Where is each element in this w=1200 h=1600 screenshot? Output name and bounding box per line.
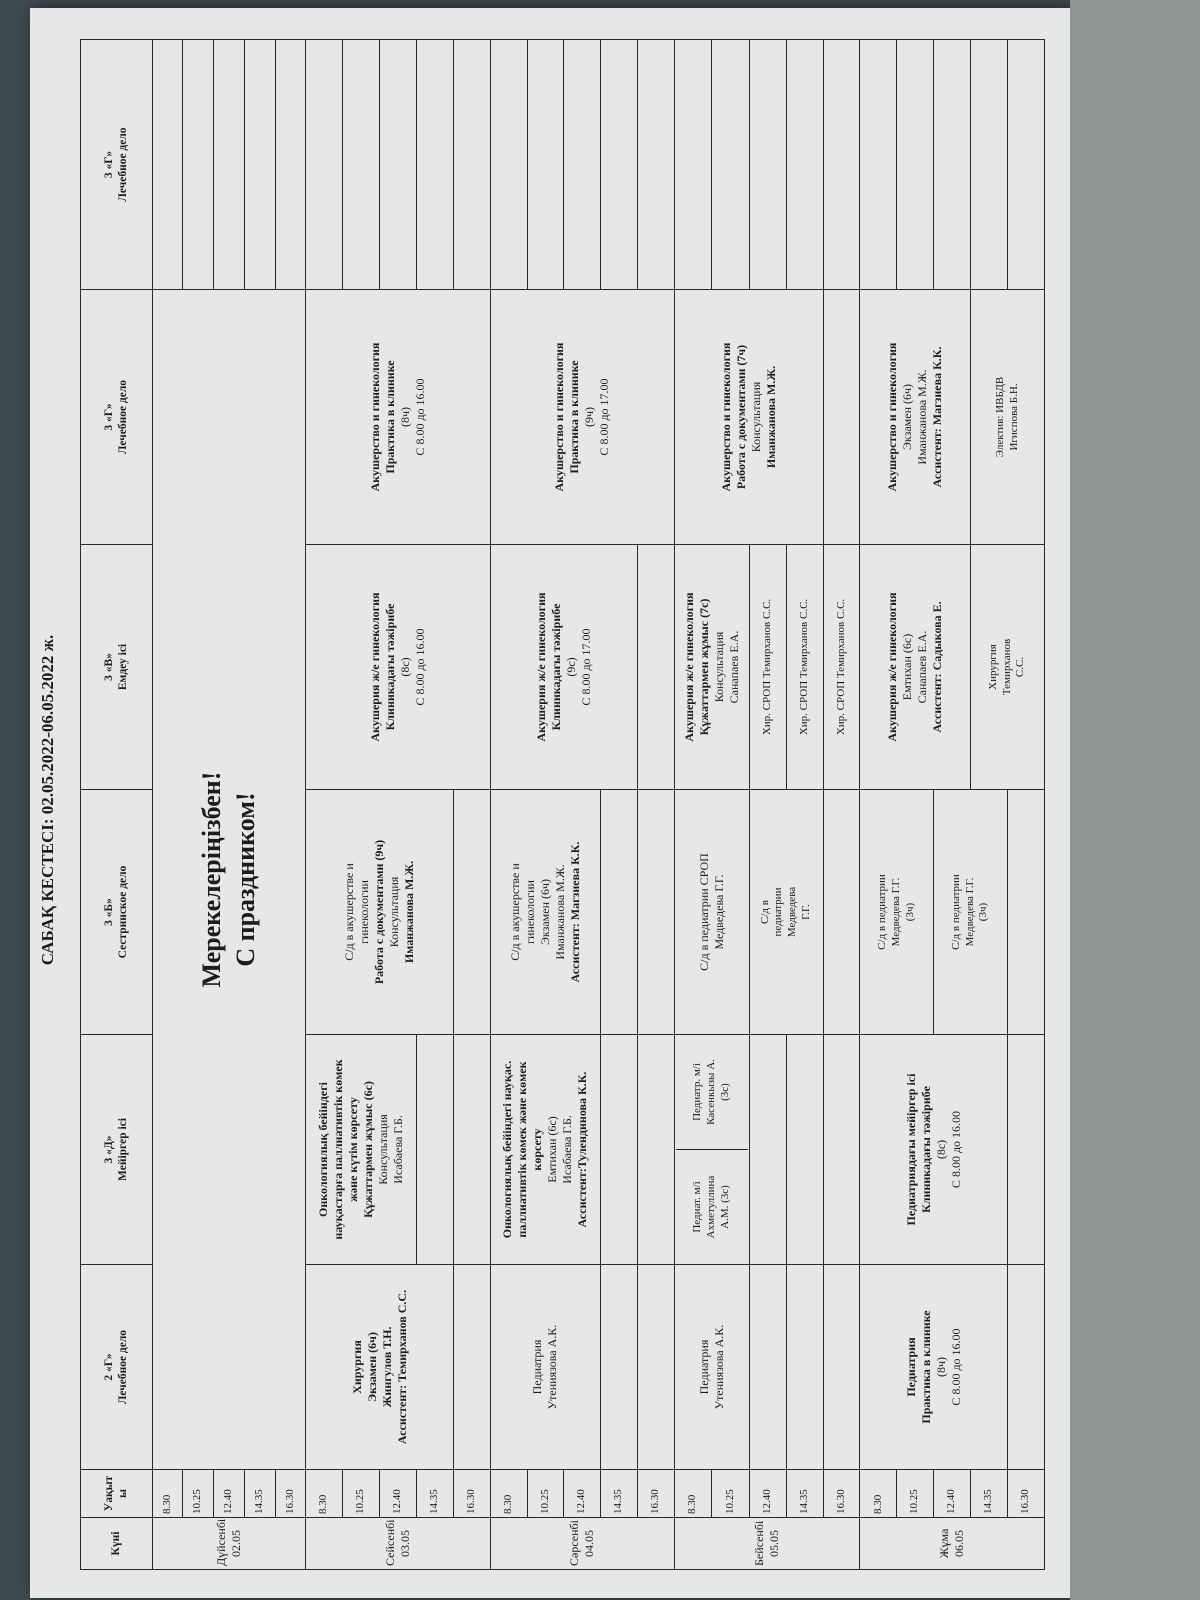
lesson-cell: Хир. СРОП Темирханов С.С. — [786, 545, 823, 790]
lesson-cell: Педиатрия Утениязова А.К. — [490, 1265, 601, 1470]
empty-cell — [971, 40, 1008, 290]
time-cell: 14.35 — [244, 1470, 275, 1518]
header-group: 2 «Г» Лечебное дело — [81, 1265, 153, 1470]
empty-cell — [453, 1265, 490, 1470]
lesson-cell: Акушерство и гинекология Практика в клинике (8ч) С 8.00 до 16.00 — [306, 290, 490, 545]
empty-cell — [786, 40, 823, 290]
time-cell: 10.25 — [712, 1470, 749, 1518]
lesson-cell: Акушерия ж/е гинекология Емтихан (6с) Санапаев Е.А. Ассистент: Садыкова Е. — [860, 545, 971, 790]
day-monday: Дүйсенбі 02.05 — [152, 1518, 306, 1570]
empty-cell — [152, 40, 183, 290]
empty-cell — [490, 40, 527, 290]
lesson-cell: Акушерия ж/е гинекология Құжаттармен жұмыс (7с) Консультация Санапаев Е.А. — [675, 545, 750, 790]
table-row — [823, 40, 860, 1570]
empty-cell — [860, 40, 897, 290]
lesson-cell: Педиатрия Утениязова А.К. — [675, 1265, 750, 1470]
time-cell: 8.30 — [490, 1470, 527, 1518]
empty-cell — [214, 40, 245, 290]
empty-cell — [823, 1265, 860, 1470]
lesson-cell: Акушерия ж/е гинекология Клиникадағы тәжірибе (9с) С 8.00 до 17.00 — [490, 545, 638, 790]
empty-cell — [601, 1035, 638, 1265]
empty-cell — [712, 40, 749, 290]
header-group: 3 «Д» Мейіргер ісі — [81, 1035, 153, 1265]
header-group: 3 «Г» Лечебное дело — [81, 290, 153, 545]
table-row — [1007, 40, 1044, 1570]
empty-cell — [786, 1035, 823, 1265]
time-cell: 8.30 — [675, 1470, 712, 1518]
time-cell: 8.30 — [860, 1470, 897, 1518]
empty-cell — [343, 40, 380, 290]
lesson-cell: Акушерство и гинекология Работа с документами (7ч) Консультация Иманжанова М.Ж. — [675, 290, 824, 545]
lesson-subcell: Педиатр. м/і Касенкызы А. (3с) — [691, 1059, 731, 1125]
empty-cell — [1007, 1265, 1044, 1470]
lesson-cell: Хирургия Экзамен (6ч) Жингулов Т.Н. Ассистент: Темирханов С.С. — [306, 1265, 454, 1470]
holiday-message — [152, 290, 306, 1470]
empty-cell — [601, 790, 638, 1035]
time-cell: 16.30 — [1007, 1470, 1044, 1518]
empty-cell — [416, 40, 453, 290]
table-row — [453, 40, 490, 1570]
table-row — [601, 40, 638, 1570]
schedule-table-wrapper — [80, 40, 1045, 1570]
holiday-line-kz: Мерекелеріңізбен! — [197, 771, 227, 988]
lesson-cell: С/д в педиатрии Медведева Г.Г. (3ч) — [934, 790, 1008, 1035]
empty-cell — [675, 40, 712, 290]
time-cell: 12.40 — [564, 1470, 601, 1518]
empty-cell — [453, 1035, 490, 1265]
time-cell: 14.35 — [971, 1470, 1008, 1518]
lesson-cell: Хир. СРОП Темирханов С.С. — [823, 545, 860, 790]
lesson-cell: С/д в акушерстве и гинекологии Экзамен (6ч) Иманжанова М.Ж. Ассистент: Магзиева К.К. — [490, 790, 601, 1035]
day-tuesday: Сейсенбі 03.05 — [306, 1518, 490, 1570]
empty-cell — [749, 1035, 786, 1265]
time-cell: 8.30 — [152, 1470, 183, 1518]
empty-cell — [638, 790, 675, 1035]
empty-cell — [638, 545, 675, 790]
time-cell: 14.35 — [786, 1470, 823, 1518]
time-cell: 12.40 — [934, 1470, 971, 1518]
empty-cell — [306, 40, 343, 290]
lesson-cell: Хирургия Темирханов С.С. — [971, 545, 1045, 790]
time-cell: 14.35 — [416, 1470, 453, 1518]
lesson-cell: Педиатрия Практика в клинике (8ч) С 8.00 до 16.00 — [860, 1265, 1008, 1470]
header-group: 3 «Б» Сестринское дело — [81, 790, 153, 1035]
lesson-cell-split — [675, 1035, 750, 1265]
empty-cell — [601, 40, 638, 290]
empty-cell — [749, 1265, 786, 1470]
time-cell: 10.25 — [343, 1470, 380, 1518]
time-cell: 12.40 — [749, 1470, 786, 1518]
lesson-cell: С/д в акушерстве и гинекологии Работа с документами (9ч) Консультация Иманжанова М.Ж. — [306, 790, 454, 1035]
lesson-subcell: Педиат. м/і Ахметуллина А.М. (3с) — [676, 1150, 748, 1265]
empty-cell — [823, 40, 860, 290]
lesson-cell: Акушерия ж/е гинекология Клиникадағы тәжірибе (8с) С 8.00 до 16.00 — [306, 545, 490, 790]
empty-cell — [1007, 1035, 1044, 1265]
empty-cell — [638, 1265, 675, 1470]
day-friday: Жұма 06.05 — [860, 1518, 1045, 1570]
empty-cell — [823, 290, 860, 545]
day-wednesday: Сәрсенбі 04.05 — [490, 1518, 674, 1570]
time-cell: 10.25 — [897, 1470, 934, 1518]
table-row — [860, 40, 897, 1570]
time-cell: 10.25 — [527, 1470, 564, 1518]
time-cell: 16.30 — [453, 1470, 490, 1518]
lesson-cell: С/д в педиатрии СРОП Медведева Г.Г. — [675, 790, 750, 1035]
header-day: Күні — [81, 1518, 153, 1570]
time-cell: 12.40 — [380, 1470, 417, 1518]
table-row — [490, 40, 527, 1570]
empty-cell — [380, 40, 417, 290]
empty-cell — [786, 1265, 823, 1470]
table-row — [306, 40, 343, 1570]
lesson-cell: Акушерство и гинекология Экзамен (6ч) Иманжанова М.Ж. Ассистент: Магзиева К.К. — [860, 290, 971, 545]
empty-cell — [638, 40, 675, 290]
empty-cell — [564, 40, 601, 290]
schedule-table — [80, 39, 1045, 1570]
time-cell: 14.35 — [601, 1470, 638, 1518]
header-time: Уақыт ы — [81, 1470, 153, 1518]
schedule-title: САБАҚ КЕСТЕСІ: 02.05.2022-06.05.2022 ж. — [38, 634, 57, 966]
header-group: 3 «Г» Лечебное дело — [81, 40, 153, 290]
time-cell: 16.30 — [275, 1470, 306, 1518]
table-row — [675, 40, 712, 1570]
time-cell: 8.30 — [306, 1470, 343, 1518]
table-row — [152, 40, 183, 1570]
time-cell: 10.25 — [183, 1470, 214, 1518]
table-row — [749, 40, 786, 1570]
empty-cell — [601, 1265, 638, 1470]
empty-cell — [934, 40, 971, 290]
holiday-line-ru: С праздником! — [231, 792, 260, 967]
empty-cell — [1007, 790, 1044, 1035]
lesson-cell: Онкологиялық бейіндегі науқастарға паллиативтік көмек және күтім көрсету Құжаттармен жұмыс (6с) Консультация Исабаева Г.Б. — [306, 1035, 417, 1265]
time-cell: 16.30 — [638, 1470, 675, 1518]
empty-cell — [275, 40, 306, 290]
lesson-cell: Электив: ИВБДВ Игиспова Б.Н. — [971, 290, 1045, 545]
empty-cell — [244, 40, 275, 290]
split-subtable — [676, 1035, 748, 1264]
lesson-cell: Хир. СРОП Темирханов С.С. — [749, 545, 786, 790]
header-row — [81, 40, 153, 1570]
empty-cell — [183, 40, 214, 290]
lesson-cell: Педиатриядағы мейіргер ісі Клиникадағы тәжірибе (8с) С 8.00 до 16.00 — [860, 1035, 1008, 1265]
lesson-cell: Акушерство и гинекология Практика в клинике (9ч) С 8.00 до 17.00 — [490, 290, 674, 545]
empty-cell — [897, 40, 934, 290]
lesson-cell: С/д в педиатрии Медведева Г.Г. — [749, 790, 823, 1035]
background-surface — [1070, 0, 1200, 1600]
empty-cell — [416, 1035, 453, 1265]
empty-cell — [453, 790, 490, 1035]
empty-cell — [749, 40, 786, 290]
empty-cell — [453, 40, 490, 290]
empty-cell — [823, 790, 860, 1035]
header-group: 3 «В» Емдеу ісі — [81, 545, 153, 790]
table-row — [638, 40, 675, 1570]
day-thursday: Бейсенбі 05.05 — [675, 1518, 860, 1570]
time-cell: 12.40 — [214, 1470, 245, 1518]
empty-cell — [1007, 40, 1044, 290]
lesson-cell: С/д в педиатрии Медведева Г.Г. (3ч) — [860, 790, 934, 1035]
lesson-cell: Онкологиялық бейіндегі науқас. паллиативтік көмек және көмек көрсету Емтихан (6с) Исабаева Г.Б. Ассистент:Тулендинова К.К. — [490, 1035, 601, 1265]
time-cell: 16.30 — [823, 1470, 860, 1518]
empty-cell — [638, 1035, 675, 1265]
empty-cell — [823, 1035, 860, 1265]
empty-cell — [527, 40, 564, 290]
